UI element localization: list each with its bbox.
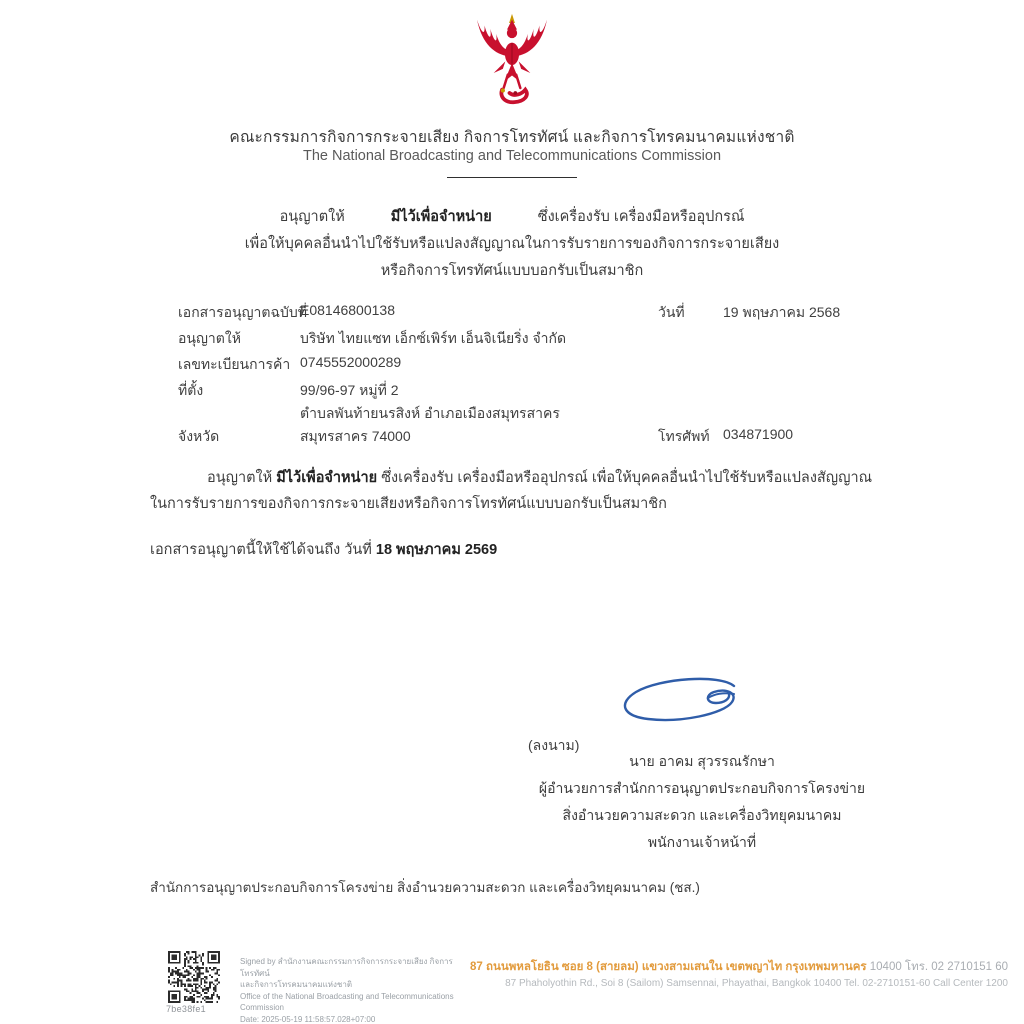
- permit-line-3: หรือกิจการโทรทัศน์แบบบอกรับเป็นสมาชิก: [380, 263, 644, 279]
- signatory-name: นาย อาคม สุวรรณรักษา: [629, 753, 775, 769]
- phone-label: โทรศัพท์: [658, 428, 710, 444]
- paragraph-prefix: อนุญาตให้: [207, 470, 277, 486]
- signatory-title-2: สิ่งอำนวยความสะดวก และเครื่องวิทยุคมนาคม: [562, 807, 842, 823]
- doc-no-value: E08146800138: [300, 302, 395, 318]
- province-value: สมุทรสาคร 74000: [300, 428, 411, 444]
- validity-prefix: เอกสารอนุญาตนี้ให้ใช้ได้จนถึง วันที่: [150, 542, 376, 558]
- license-paragraph: [150, 465, 882, 517]
- date-label: วันที่: [658, 304, 685, 320]
- footer: [0, 948, 1024, 1024]
- permit-line1-prefix: อนุญาตให้: [279, 209, 345, 225]
- signed-by-line-3: Office of the National Broadcasting and Telecommunications Commission: [240, 991, 454, 1012]
- signed-by-line-2: และกิจการโทรคมนาคมแห่งชาติ: [240, 980, 353, 989]
- signed-by-line-1: Signed by สำนักงานคณะกรรมการกิจการกระจายเสียง กิจการโทรทัศน์: [240, 957, 453, 978]
- signatory-title-1: ผู้อำนวยการสำนักการอนุญาตประกอบกิจการโครงข่าย: [538, 780, 866, 796]
- date-value: 19 พฤษภาคม 2568: [723, 304, 841, 320]
- permit-line-2: เพื่อให้บุคคลอื่นนำไปใช้รับหรือแปลงสัญญาณในการรับรายการของกิจการกระจายเสียง: [244, 236, 780, 252]
- office-address-block: [408, 958, 1008, 992]
- office-address-thai-main: 87 ถนนพหลโยธิน ซอย 8 (สายลม) แขวงสามเสนใน เขตพญาไท กรุงเทพมหานคร: [470, 961, 867, 973]
- signatory-title-3: พนักงานเจ้าหน้าที่: [647, 834, 757, 850]
- header-divider: [447, 177, 577, 178]
- office-address-thai: [408, 958, 1008, 976]
- qr-code-label: 7be38fe1: [166, 1004, 206, 1014]
- signed-date-line: Date: 2025-05-19 11:58:57.028+07:00: [240, 1014, 376, 1024]
- address-line1-value: 99/96-97 หมู่ที่ 2: [300, 382, 399, 398]
- trade-reg-label: เลขทะเบียนการค้า: [178, 356, 291, 372]
- office-address-english: 87 Phaholyothin Rd., Soi 8 (Sailom) Samsennai, Phayathai, Bangkok 10400 Tel. 02-2710151-60 Call Center 1200: [505, 978, 1008, 989]
- address-label: ที่ตั้ง: [178, 382, 204, 398]
- sign-label: (ลงนาม): [528, 737, 580, 753]
- org-title-english: The National Broadcasting and Telecommunications Commission: [302, 148, 722, 164]
- office-address-thai-contact: 10400 โทร. 02 2710151 60: [866, 961, 1008, 973]
- address-line2-value: ตำบลพันท้ายนรสิงห์ อำเภอเมืองสมุทรสาคร: [300, 405, 560, 421]
- paragraph-bold: มีไว้เพื่อจำหน่าย: [276, 470, 378, 486]
- licensee-value: บริษัท ไทยแซท เอ็กซ์เพิร์ท เอ็นจิเนียริ่ง จำกัด: [300, 330, 567, 346]
- permit-line1-bold: มีไว้เพื่อจำหน่าย: [390, 209, 492, 225]
- validity-line: [150, 538, 850, 561]
- permit-statement: [0, 204, 1024, 285]
- trade-reg-value: 0745552000289: [300, 354, 402, 370]
- signature-ink: [608, 672, 750, 738]
- permit-line-1: [0, 204, 1024, 231]
- paragraph-rest: ซึ่งเครื่องรับ เครื่องมือหรืออุปกรณ์ เพื่อให้บุคคลอื่นนำไปใช้รับหรือแปลงสัญญาณในการรับรายการของกิจการกระจายเสียงหรือกิจการโทรทัศน์แบบบอกรับเป็นสมาชิก: [150, 470, 873, 512]
- validity-date: 18 พฤษภาคม 2569: [375, 542, 498, 558]
- signatory-block: [520, 748, 884, 856]
- org-title-thai: คณะกรรมการกิจการกระจายเสียง กิจการโทรทัศน์ และกิจการโทรคมนาคมแห่งชาติ: [229, 129, 795, 146]
- permit-line1-suffix: ซึ่งเครื่องรับ เครื่องมือหรืออุปกรณ์: [537, 209, 745, 225]
- garuda-emblem-icon: [462, 8, 562, 118]
- qr-code: [168, 951, 220, 1003]
- phone-value: 034871900: [723, 426, 794, 442]
- doc-no-label: เอกสารอนุญาตฉบับที่: [178, 304, 307, 320]
- province-label: จังหวัด: [178, 428, 220, 444]
- issuing-office-line: สำนักการอนุญาตประกอบกิจการโครงข่าย สิ่งอำนวยความสะดวก และเครื่องวิทยุคมนาคม (ชส.): [150, 880, 700, 895]
- licensee-label: อนุญาตให้: [178, 330, 241, 346]
